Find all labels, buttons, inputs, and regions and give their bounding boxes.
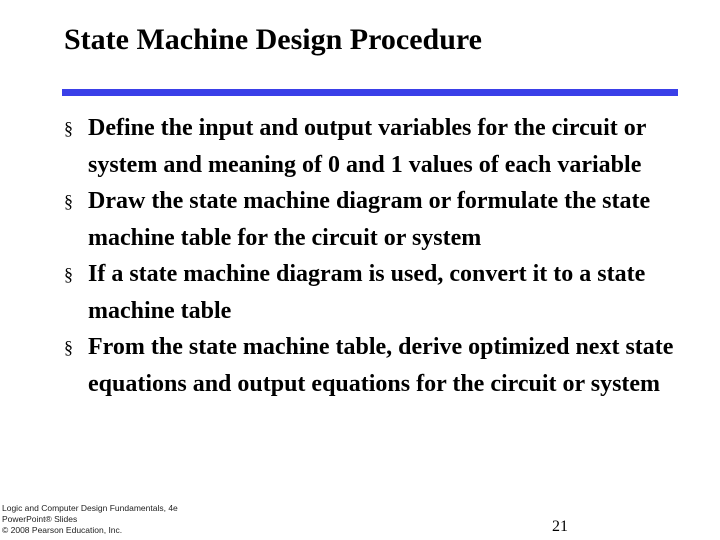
footer-credit: [2, 503, 178, 536]
title-underline-bar: [62, 89, 678, 96]
bullet-text: From the state machine table, derive optimized next state equations and output equations for the circuit or system: [88, 334, 674, 397]
bullet-text: If a state machine diagram is used, convert it to a state machine table: [88, 261, 646, 324]
bullet-section-icon: §: [64, 118, 73, 138]
bullet-list: [64, 110, 674, 402]
bullet-section-icon: §: [64, 337, 73, 357]
credit-line-copyright: © 2008 Pearson Education, Inc.: [2, 525, 123, 535]
bullet-section-icon: §: [64, 264, 73, 284]
bullet-item: [64, 110, 674, 183]
credit-line-slides: PowerPoint® Slides: [2, 514, 78, 524]
bullet-section-icon: §: [64, 191, 73, 211]
bullet-text: Define the input and output variables for the circuit or system and meaning of 0 and 1 values of each variable: [88, 115, 647, 178]
bullet-item: [64, 256, 674, 329]
credit-line-book: Logic and Computer Design Fundamentals, 4e: [2, 503, 178, 513]
bullet-item: [64, 183, 674, 256]
page-number: 21: [552, 518, 568, 535]
bullet-item: [64, 329, 674, 402]
slide-title: State Machine Design Procedure: [64, 23, 482, 56]
bullet-text: Draw the state machine diagram or formulate the state machine table for the circuit or system: [88, 188, 651, 251]
